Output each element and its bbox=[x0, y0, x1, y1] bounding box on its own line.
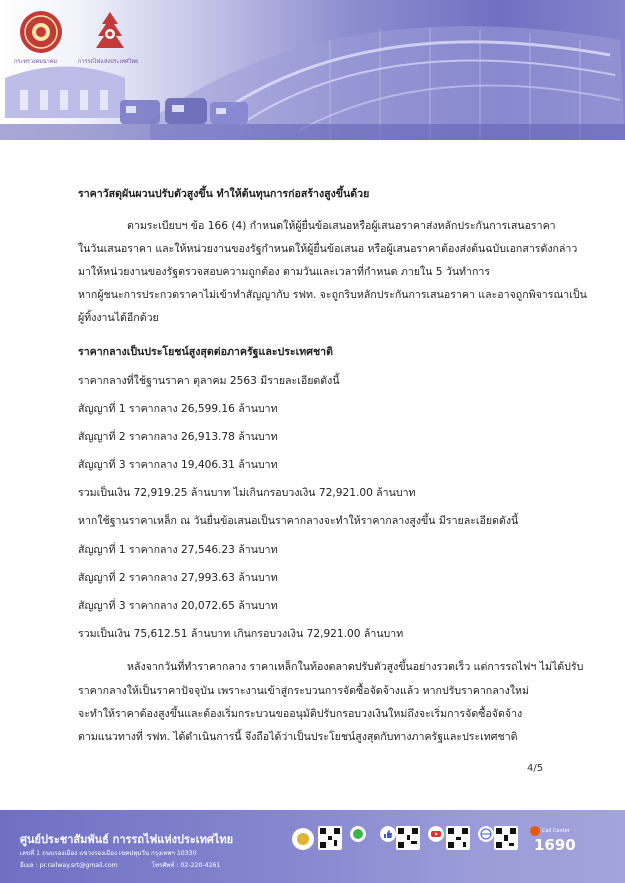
paragraph-line: หลังจากวันที่ทำราคากลาง ราคาเหล็กในท้องตลาดปรับตัวสูงขึ้นอย่างรวดเร็ว แต่การรถไฟฯ ไม่ได้ปรับ bbox=[127, 661, 584, 673]
srt-app-icon[interactable] bbox=[292, 828, 314, 850]
paragraph-line: จะทำให้ราคาต้องสูงขึ้นและต้องเริ่มกระบวนขออนุมัติปรับกรอบวงเงินใหม่ถึงจะเริ่มการจัดซื้อจัดจ้าง bbox=[78, 708, 523, 720]
qr-code[interactable] bbox=[396, 826, 420, 850]
footer-phone: โทรศัพท์ : 02-220-4261 bbox=[151, 862, 221, 869]
srt-caption: การรถไฟแห่งประเทศไทย bbox=[78, 59, 139, 65]
paragraph-line: หากผู้ชนะการประกวดราคาไม่เข้าทำสัญญากับ รฟท. จะถูกริบหลักประกันการเสนอราคา และอาจถูกพิจารณาเป็น bbox=[78, 289, 587, 301]
price-line: หากใช้ฐานราคาเหล็ก ณ วันยื่นข้อเสนอเป็นราคากลางจะทำให้ราคากลางสูงขึ้น มีรายละเอียดดังนี้ bbox=[78, 515, 519, 527]
price-line: สัญญาที่ 3 ราคากลาง 19,406.31 ล้านบาท bbox=[78, 459, 278, 471]
paragraph-line: มาให้หน่วยงานของรัฐตรวจสอบความถูกต้อง ตามวันและเวลาที่กำหนด ภายใน 5 วันทำการ bbox=[78, 266, 491, 278]
footer-email: อีเมล : pr.railway.srt@gmail.com bbox=[20, 862, 118, 869]
qr-code[interactable] bbox=[494, 826, 518, 850]
footer-title: ศูนย์ประชาสัมพันธ์ การรถไฟแห่งประเทศไทย bbox=[20, 833, 234, 846]
qr-code[interactable] bbox=[318, 826, 342, 850]
footer-contact bbox=[20, 860, 220, 870]
section1-heading: ราคาวัสดุผันผวนปรับตัวสูงขึ้น ทำให้ต้นทุนการก่อสร้างสูงขึ้นด้วย bbox=[78, 188, 370, 200]
paragraph-line: ตามแนวทางที่ รฟท. ได้ดำเนินการนี้ จึงถือได้ว่าเป็นประโยชน์สูงสุดกับทางภาครัฐและประเทศชาติ bbox=[78, 731, 518, 743]
website-icon[interactable] bbox=[478, 826, 494, 842]
price-line: สัญญาที่ 1 ราคากลาง 27,546.23 ล้านบาท bbox=[78, 544, 278, 556]
hotline-number[interactable]: 1690 bbox=[534, 836, 576, 854]
footer-address: เลขที่ 1 ถนนรองเมือง แขวงรองเมือง เขตปทุมวัน กรุงเทพฯ 10330 bbox=[20, 850, 197, 857]
qr-code[interactable] bbox=[446, 826, 470, 850]
paragraph-line: ราคากลางให้เป็นราคาปัจจุบัน เพราะงานเข้าสู่กระบวนการจัดซื้อจัดจ้างแล้ว หากปรับราคากลางใหม่ bbox=[78, 685, 529, 697]
paragraph-line: ตามระเบียบฯ ข้อ 166 (4) กำหนดให้ผู้ยื่นข้อเสนอหรือผู้เสนอราคาส่งหลักประกันการเสนอราคา bbox=[127, 220, 556, 232]
ministry-caption: กระทรวงคมนาคม bbox=[14, 59, 58, 65]
like-icon[interactable] bbox=[380, 826, 396, 842]
section2-heading: ราคากลางเป็นประโยชน์สูงสุดต่อภาครัฐและประเทศชาติ bbox=[78, 346, 333, 358]
paragraph-line: ในวันเสนอราคา และให้หน่วยงานของรัฐกำหนดให้ผู้ยื่นข้อเสนอ หรือผู้เสนอราคาต้องส่งต้นฉบับเอกสารดังกล่าว bbox=[78, 243, 578, 255]
youtube-icon[interactable] bbox=[428, 826, 444, 842]
line-icon[interactable] bbox=[350, 826, 366, 842]
price-line: สัญญาที่ 3 ราคากลาง 20,072.65 ล้านบาท bbox=[78, 600, 278, 612]
price-line: รวมเป็นเงิน 75,612.51 ล้านบาท เกินกรอบวงเงิน 72,921.00 ล้านบาท bbox=[78, 628, 404, 640]
page-number: 4/5 bbox=[527, 763, 544, 774]
price-line: สัญญาที่ 2 ราคากลาง 26,913.78 ล้านบาท bbox=[78, 431, 278, 443]
price-line: ราคากลางที่ใช้ฐานราคา ตุลาคม 2563 มีรายละเอียดดังนี้ bbox=[78, 375, 340, 387]
hotline-label: Call Center bbox=[542, 828, 570, 834]
price-line: รวมเป็นเงิน 72,919.25 ล้านบาท ไม่เกินกรอบวงเงิน 72,921.00 ล้านบาท bbox=[78, 487, 416, 499]
price-line: สัญญาที่ 1 ราคากลาง 26,599.16 ล้านบาท bbox=[78, 403, 278, 415]
phone-icon bbox=[530, 826, 540, 836]
price-line: สัญญาที่ 2 ราคากลาง 27,993.63 ล้านบาท bbox=[78, 572, 278, 584]
paragraph-line: ผู้ทิ้งงานได้อีกด้วย bbox=[78, 312, 159, 324]
